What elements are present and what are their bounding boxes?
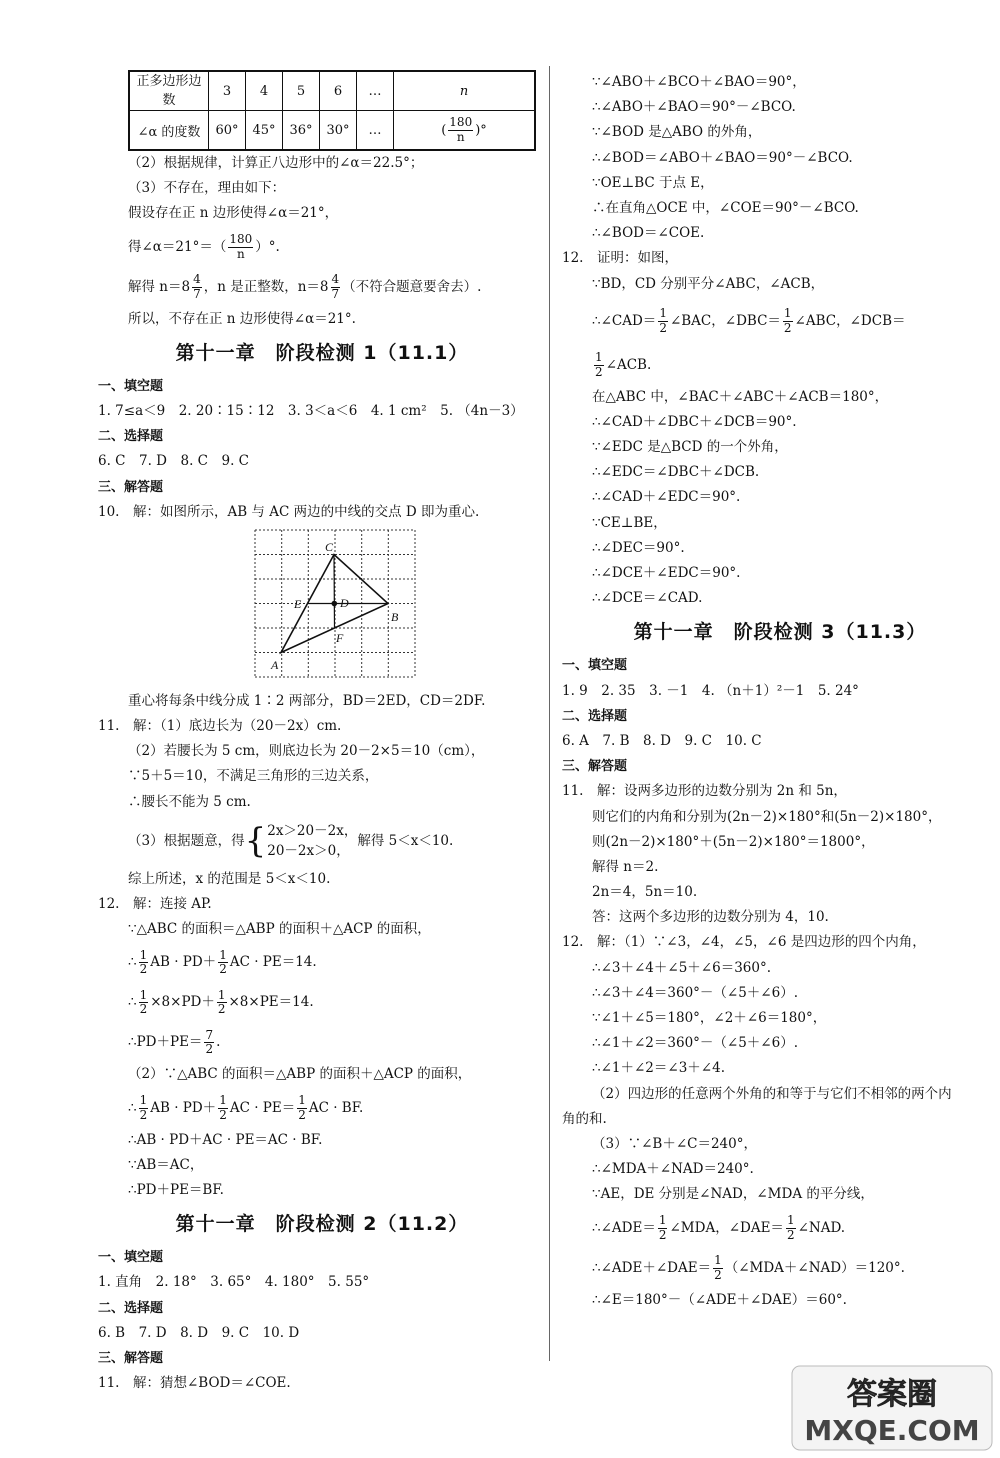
text-span: AC · PE＝ (229, 1099, 296, 1116)
denominator: n (456, 129, 465, 144)
answer-line: 1. 9 2. 35 3. －1 4. （n＋1）²－1 5. 24° (562, 682, 859, 699)
inequality: 20－2x＞0， (267, 843, 350, 860)
text-line: 综上所述，x 的范围是 5＜x＜10. (128, 870, 331, 887)
text-span: （∠MDA＋∠NAD）＝120°. (724, 1259, 905, 1276)
denominator: 2 (595, 364, 603, 379)
text-line: ∵△ABC 的面积＝△ABP 的面积＋△ACP 的面积， (128, 921, 431, 938)
fraction (228, 233, 253, 262)
text-line: 角的和. (562, 1110, 607, 1127)
label-a: A (271, 657, 279, 672)
answer-line: 1. 7≤a＜9 2. 20∶15∶12 3. 3＜a＜6 4. 1 cm² 5. （4n－3） (98, 402, 524, 419)
denominator: 2 (219, 962, 227, 977)
table-cell: n (394, 71, 536, 111)
fraction (218, 1094, 228, 1123)
fraction (217, 989, 227, 1018)
text-line: ∴腰长不能为 5 cm. (128, 793, 251, 810)
text-span: AB · PD＋ (150, 1099, 217, 1116)
text-span: ）°. (255, 238, 280, 255)
denominator: 2 (219, 1107, 227, 1122)
text-span: ∠BAC，∠DBC＝ (669, 312, 781, 329)
centroid-d-point (332, 601, 338, 607)
text-line: ∵AB＝AC， (128, 1156, 204, 1173)
inequality: 2x＞20－2x， (267, 823, 358, 840)
numerator: 1 (298, 1092, 306, 1107)
text-span: 得∠α＝21°＝（ (128, 238, 227, 255)
text-line (562, 297, 998, 345)
numerator: 1 (139, 987, 148, 1002)
section-heading: 一、填空题 (98, 378, 164, 394)
text-line: （3）不存在，理由如下： (128, 180, 286, 197)
text-line (562, 345, 998, 385)
question-line: 12. 解：连接 AP. (98, 896, 212, 912)
answer-line: 6. C 7. D 8. C 9. C (98, 453, 249, 470)
text-span: ∠ACB. (605, 356, 652, 373)
numerator: 1 (219, 947, 227, 962)
numerator: 1 (217, 987, 226, 1002)
fraction (713, 1254, 723, 1283)
fraction (658, 1214, 668, 1243)
text-span: ∴ (128, 994, 137, 1011)
fraction (594, 351, 604, 380)
text-line: ∵∠1＋∠5＝180°，∠2＋∠6＝180°， (592, 1010, 827, 1026)
text-line: 2n＝4，5n＝10. (592, 884, 698, 901)
watermark-top-text: 答案圈 (847, 1377, 937, 1412)
left-column (98, 70, 546, 1396)
section-heading: 二、选择题 (98, 1300, 164, 1316)
section-heading: 三、解答题 (562, 759, 628, 775)
numerator: 1 (714, 1252, 722, 1267)
table-cell: 4 (246, 71, 283, 111)
text-line: ∴∠DCE＝∠CAD. (592, 590, 703, 607)
text-span: ∴∠ADE＋∠DAE＝ (592, 1259, 712, 1276)
denominator: 7 (331, 286, 340, 301)
text-line: ∴∠DCE＋∠EDC＝90°. (592, 565, 741, 581)
numerator: 1 (139, 1092, 148, 1107)
label-d: D (340, 595, 349, 610)
text-line: ∵BD，CD 分别平分∠ABC，∠ACB， (592, 275, 825, 292)
question-line: 12. 证明：如图， (562, 250, 678, 267)
watermark-logo (790, 1362, 995, 1454)
right-column (562, 70, 998, 1313)
text-line: ∵AE，DE 分别是∠NAD，∠MDA 的平分线， (592, 1186, 874, 1203)
paren: )° (475, 122, 487, 138)
fraction (658, 307, 668, 336)
answer-line: 6. B 7. D 8. D 9. C 10. D (98, 1324, 300, 1341)
question-line: 11. 解：（1）底边长为（20－2x）cm. (98, 718, 342, 735)
column-divider (549, 66, 550, 1361)
section-heading: 一、填空题 (562, 658, 628, 674)
text-span: . (216, 1034, 221, 1051)
text-line (98, 815, 546, 867)
denominator: 2 (217, 1002, 226, 1017)
fraction (783, 307, 793, 336)
denominator: 2 (205, 1042, 214, 1057)
numerator: 180 (229, 231, 253, 246)
fraction (218, 949, 228, 978)
table-cell: 5 (283, 71, 320, 111)
table-cell: 30° (320, 111, 357, 151)
fraction (139, 1094, 149, 1123)
text-span: 解得 n＝8 (128, 278, 191, 295)
text-span: ∠NAD. (797, 1219, 846, 1236)
fraction (139, 989, 149, 1018)
text-line: ∴∠CAD＋∠DBC＋∠DCB＝90°. (592, 413, 797, 430)
text-span: ∴∠ADE＝ (592, 1219, 656, 1236)
section-heading: 三、解答题 (98, 479, 164, 495)
numerator: 1 (659, 305, 667, 320)
text-line: 解得 n＝2. (592, 858, 659, 875)
polygon-angle-table (128, 70, 536, 151)
table-cell: 6 (320, 71, 357, 111)
text-line: ∴∠DEC＝90°. (592, 539, 685, 556)
text-line: 重心将每条中线分成 1∶2 两部分，BD＝2ED，CD＝2DF. (128, 692, 486, 709)
label-c: C (325, 539, 334, 554)
grid-triangle-diagram (254, 529, 416, 679)
numerator: 4 (331, 271, 340, 286)
table-cell: 45° (246, 111, 283, 151)
numerator: 1 (139, 947, 148, 962)
numerator: 1 (786, 1212, 795, 1227)
text-span: ∴ (128, 1099, 137, 1116)
text-line: ∵∠EDC 是△BCD 的一个外角， (592, 439, 788, 456)
text-span: AC · BF. (308, 1099, 364, 1116)
numerator: 1 (595, 349, 603, 364)
text-line (98, 982, 546, 1022)
text-line: ∴PD＋PE＝BF. (128, 1181, 224, 1198)
text-line (98, 227, 546, 267)
denominator: 2 (658, 1227, 667, 1242)
text-line: 则(2n－2)×180°＋(5n－2)×180°＝1800°， (592, 833, 875, 850)
text-line: ∴∠1＋∠2＝∠3＋∠4. (592, 1060, 725, 1077)
text-line: 答：这两个多边形的边数分别为 4，10. (592, 909, 829, 926)
text-span: ∠ABC，∠DCB＝ (794, 312, 906, 329)
text-span: ×8×PE＝14. (228, 994, 314, 1011)
text-line: ∴∠CAD＋∠EDC＝90°. (592, 489, 741, 506)
section-heading: 三、解答题 (98, 1350, 164, 1366)
fraction (331, 273, 341, 302)
label-b: B (391, 609, 399, 624)
text-line: ∴∠3＋∠4＋∠5＋∠6＝360°. (592, 959, 772, 976)
text-line (98, 942, 546, 982)
brace-icon: { (244, 821, 267, 862)
answer-line: 6. A 7. B 8. D 9. C 10. C (562, 732, 762, 749)
denominator: 2 (783, 320, 792, 335)
text-line: （2）根据规律，计算正八边形中的∠α＝22.5°； (128, 155, 424, 171)
text-line: ∴∠BOD＝∠COE. (592, 225, 705, 242)
text-span: 解得 5＜x＜10. (357, 832, 454, 849)
text-line: （2）若腰长为 5 cm，则底边长为 20－2×5＝10（cm）， (128, 743, 485, 760)
table-cell: 60° (209, 111, 246, 151)
numerator: 180 (449, 114, 473, 129)
numerator: 1 (219, 1092, 227, 1107)
numerator: 4 (193, 271, 201, 286)
denominator: 2 (139, 962, 148, 977)
text-span: （3）根据题意，得 (128, 832, 245, 849)
text-line: ∴∠BOD＝∠ABO＋∠BAO＝90°－∠BCO. (592, 149, 853, 166)
fraction (204, 1029, 214, 1058)
centroid-figure (254, 529, 546, 683)
text-line: 在△ABC 中，∠BAC＋∠ABC＋∠ACB＝180°， (592, 388, 889, 405)
text-line: ∴∠3＋∠4＝360°－（∠5＋∠6）. (592, 984, 799, 1001)
fraction (448, 116, 473, 145)
fraction (192, 273, 202, 302)
table-cell: ∠α 的度数 (129, 111, 209, 151)
answer-line: 1. 直角 2. 18° 3. 65° 4. 180° 5. 55° (98, 1274, 370, 1291)
text-line: ∴∠ABO＋∠BAO＝90°－∠BCO. (592, 99, 796, 116)
text-line (562, 1208, 998, 1248)
text-line: ∴在直角△OCE 中，∠COE＝90°－∠BCO. (592, 199, 859, 216)
text-span: （不符合题意要舍去）. (342, 278, 482, 295)
numerator: 1 (783, 305, 792, 320)
text-line: ∵5＋5＝10，不满足三角形的三边关系， (128, 768, 379, 785)
denominator: 2 (298, 1107, 306, 1122)
numerator: 7 (205, 1027, 214, 1042)
text-line: ∵∠ABO＋∠BCO＋∠BAO＝90°， (592, 74, 806, 90)
text-line: ∴∠MDA＋∠NAD＝240°. (592, 1161, 754, 1178)
text-line: ∴AB · PD＋AC · PE＝AC · BF. (128, 1131, 323, 1148)
question-line: 12. 解：（1）∵∠3，∠4，∠5，∠6 是四边形的四个内角， (562, 934, 926, 951)
text-line (98, 1088, 546, 1128)
chapter-heading: 第十一章 阶段检测 2（11.2） (175, 1213, 469, 1236)
denominator: 2 (786, 1227, 795, 1242)
question-line: 11. 解：设两多边形的边数分别为 2n 和 5n， (562, 783, 847, 800)
denominator: 7 (193, 286, 201, 301)
text-line: （2）∵△ABC 的面积＝△ABP 的面积＋△ACP 的面积， (128, 1066, 472, 1083)
paren: ( (441, 122, 447, 138)
chapter-heading: 第十一章 阶段检测 1（11.1） (175, 341, 469, 364)
denominator: n (236, 246, 245, 261)
text-line (98, 267, 546, 307)
table-cell: … (357, 71, 394, 111)
median-cf (334, 554, 335, 628)
text-line: （3）∵∠B＋∠C＝240°， (592, 1135, 757, 1152)
text-line: ∵OE⊥BC 于点 E， (592, 174, 714, 191)
label-e: E (294, 596, 302, 611)
text-span: ∠MDA，∠DAE＝ (669, 1219, 784, 1236)
table-cell: 3 (209, 71, 246, 111)
text-span: AB · PD＋ (150, 954, 217, 971)
denominator: 2 (139, 1002, 148, 1017)
table-cell: 正多边形边数 (129, 71, 209, 111)
text-line: 假设存在正 n 边形使得∠α＝21°， (128, 205, 339, 222)
text-span: ，n 是正整数，n＝8 (203, 278, 329, 295)
fraction (297, 1094, 307, 1123)
text-span: ∴ (128, 954, 137, 971)
chapter-heading: 第十一章 阶段检测 3（11.3） (633, 621, 927, 644)
label-f: F (336, 630, 344, 645)
table-row (129, 111, 535, 151)
text-span: AC · PE＝14. (229, 954, 317, 971)
text-line: （2）四边形的任意两个外角的和等于与它们不相邻的两个内 (592, 1085, 952, 1102)
section-heading: 一、填空题 (98, 1250, 164, 1266)
text-line (562, 1248, 998, 1288)
question-line: 11. 解：猜想∠BOD＝∠COE. (98, 1375, 291, 1392)
text-span: ∴∠CAD＝ (592, 312, 657, 329)
denominator: 2 (659, 320, 667, 335)
table-cell: 36° (283, 111, 320, 151)
text-line: 所以，不存在正 n 边形使得∠α＝21°. (128, 310, 356, 327)
text-line: 则它们的内角和分别为(2n－2)×180°和(5n－2)×180°， (592, 808, 942, 825)
denominator: 2 (139, 1107, 148, 1122)
inequality-system (267, 821, 357, 861)
text-line: ∵CE⊥BE， (592, 514, 667, 531)
watermark-bottom-text: MXQE.COM (804, 1414, 980, 1447)
table-row (129, 71, 535, 111)
text-line (98, 1022, 546, 1062)
text-line: ∴∠1＋∠2＝360°－（∠5＋∠6）. (592, 1035, 799, 1052)
question-line: 10. 解：如图所示，AB 与 AC 两边的中线的交点 D 即为重心. (98, 503, 480, 520)
table-cell (394, 111, 536, 151)
denominator: 2 (714, 1267, 722, 1282)
numerator: 1 (658, 1212, 667, 1227)
text-line: ∵∠BOD 是△ABO 的外角， (592, 124, 762, 141)
fraction (139, 949, 149, 978)
text-line: ∴∠E＝180°－（∠ADE＋∠DAE）＝60°. (592, 1291, 847, 1308)
section-heading: 二、选择题 (98, 429, 164, 445)
text-span: ×8×PD＋ (150, 994, 215, 1011)
text-span: ∴PD＋PE＝ (128, 1034, 203, 1051)
table-cell: … (357, 111, 394, 151)
section-heading: 二、选择题 (562, 708, 628, 724)
fraction (786, 1214, 796, 1243)
text-line: ∴∠EDC＝∠DBC＋∠DCB. (592, 464, 760, 481)
